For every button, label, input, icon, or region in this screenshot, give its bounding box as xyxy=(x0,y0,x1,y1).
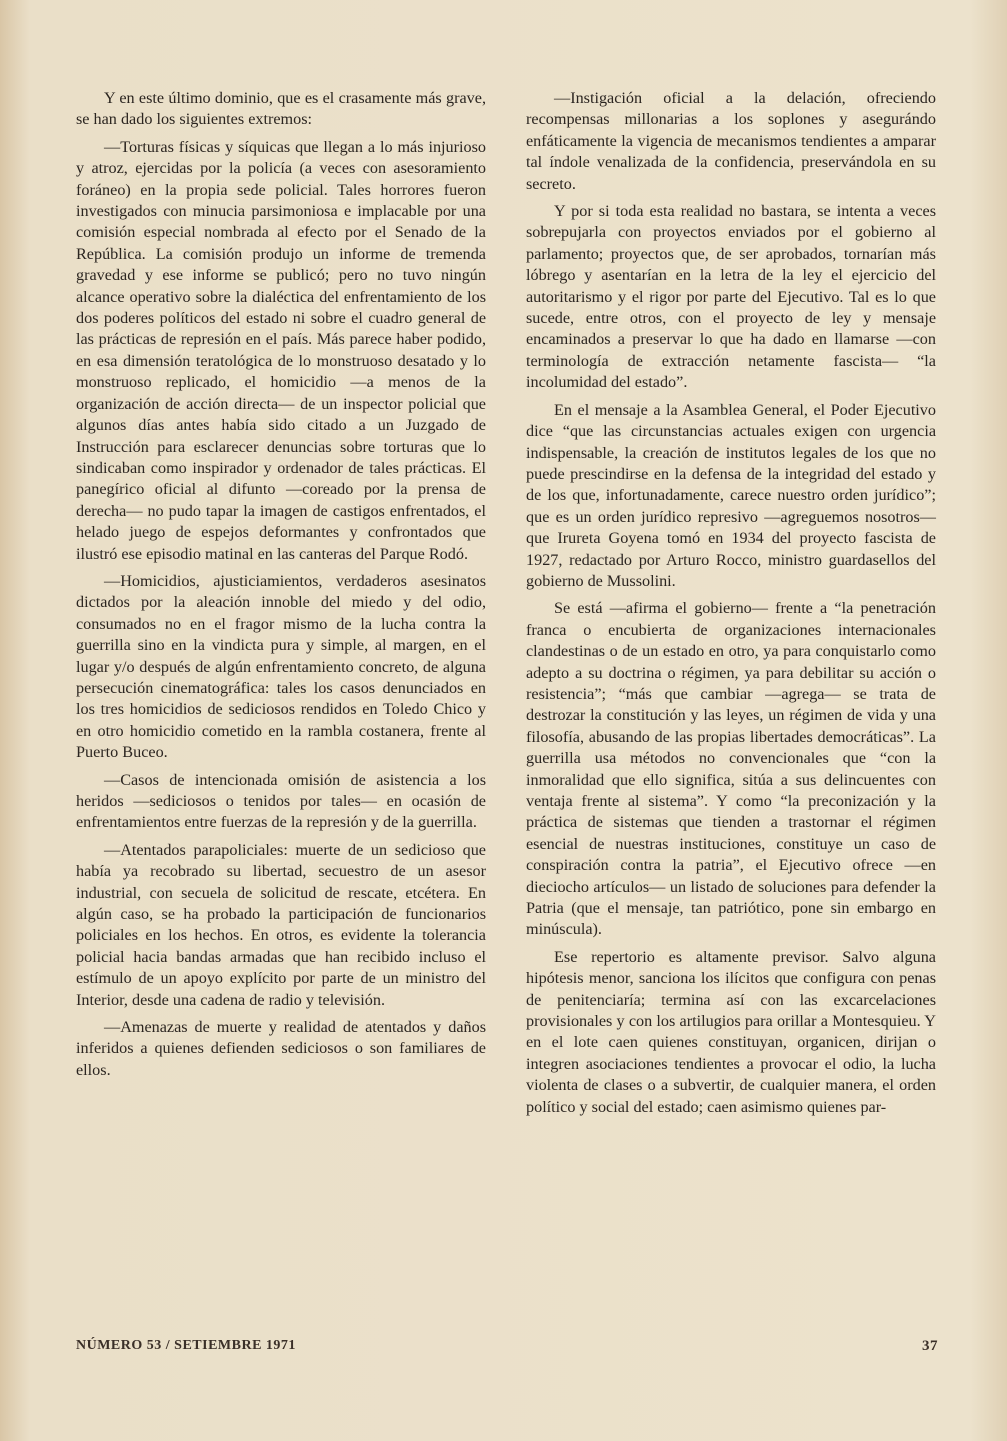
paragraph: En el mensaje a la Asamblea General, el Poder Ejecutivo dice “que las circunstancias actuales exigen con urgencia indispensable, la creación de institutos legales de los que no puede prescindirse en la defensa de la integridad del estado y de los que, infortunadamente, carece nuestro orden jurídico”; que es un orden jurídico represivo —agreguemos nosotros— que Irureta Goyena tomó en 1934 del proyecto fascista de 1927, redactado por Arturo Rocco, ministro guardasellos del gobierno de Mussolini. xyxy=(526,400,936,590)
paragraph: —Casos de intencionada omisión de asistencia a los heridos —sediciosos o tenidos por tales— en ocasión de enfrentamientos entre fuerzas de la represión y de la guerrilla. xyxy=(76,770,486,832)
paragraph: Y en este último dominio, que es el crasamente más grave, se han dado los siguientes extremos: xyxy=(76,89,486,129)
paragraph: —Homicidios, ajusticiamientos, verdaderos asesinatos dictados por la aleación innoble del miedo y del odio, consumados no en el fragor mismo de la lucha contra la guerrilla sino en la vindicta pura y simple, al margen, en el lugar y/o después de algún enfrentamiento concreto, de alguna persecución cinematográfica: tales los casos denunciados en los tres homicidios de sediciosos rendidos en Toledo Chico y en otro homicidio cometido en la rambla costanera, frente al Puerto Buceo. xyxy=(76,571,486,762)
paragraph: —Instigación oficial a la delación, ofreciendo recompensas millonarias a los soplones y asegurándo enfáticamente la vigencia de mecanismos tendientes a amparar tal índole venalizada de la confidencia, preservándola en su secreto. xyxy=(526,89,936,193)
paragraph: —Amenazas de muerte y realidad de atentados y daños inferidos a quienes defienden sediciosos o son familiares de ellos. xyxy=(76,1018,486,1079)
paragraph: Y por si toda esta realidad no bastara, se intenta a veces sobrepujarla con proyectos enviados por el gobierno al parlamento; proyectos que, de ser aprobados, tornarían más lóbrego y asentarían en la letra de la ley el ejercicio del autoritarismo y el rigor por parte del Ejecutivo. Tal es lo que sucede, entre otros, con el proyecto de ley y mensaje encaminados a preservar lo que ha dado en llamarse —con terminología de extracción netamente fascista— “la incolumidad del estado”. xyxy=(526,202,936,392)
right-column xyxy=(526,88,936,1124)
page-footer xyxy=(76,1338,938,1355)
paragraph: —Atentados parapoliciales: muerte de un sedicioso que había ya recobrado su libertad, secuestro de un asesor industrial, con secuela de solicitud de rescate, etcétera. En algún caso, se ha probado la participación de funcionarios policiales en los hechos. En otros, es evidente la tolerancia policial hacia bandas armadas que han recibido incluso el estímulo de un apoyo explícito por parte de un ministro del Interior, desde una cadena de radio y televisión. xyxy=(76,840,486,1009)
paragraph: Ese repertorio es altamente previsor. Salvo alguna hipótesis menor, sanciona los ilícitos que configura con penas de penitenciaría; termina así con las excarcelaciones provisionales y con los artilugios para orillar a Montesquieu. Y en el lote caen quienes constituyan, organicen, dirijan o integren asociaciones tendientes a provocar el odio, la lucha violenta de clases o a subvertir, de cualquier manera, el orden político y social del estado; caen asimismo quienes par- xyxy=(526,947,936,1116)
paragraph: Se está —afirma el gobierno— frente a “la penetración franca o encubierta de organizaciones internacionales clandestinas o de un estado en otro, ya para conquistarlo como adepto a su doctrina o régimen, ya para debilitar su acción o resistencia”; “más que cambiar —agrega— se trata de destrozar la constitución y las leyes, un régimen de vida y una filosofía, abusando de las propias libertades democráticas”. La guerrilla usa métodos no convencionales que “con la inmoralidad que ello significa, sitúa a sus delincuentes con ventaja frente al sistema”. Y como “la preconización y la práctica de sistemas que tienden a trastornar el régimen esencial de nuestras instituciones, constituye un caso de conspiración contra la patria”, el Ejecutivo ofrece —en dieciocho artículos— un listado de soluciones para defender la Patria (que el mensaje, tan patriótico, pone sin embargo en minúscula). xyxy=(526,599,936,939)
paragraph: —Torturas físicas y síquicas que llegan a lo más injurioso y atroz, ejercidas por la policía (a veces con asesoramiento foráneo) en la propia sede policial. Tales horrores fueron investigados con minucia parsimoniosa e implacable por una comisión especial nombrada al efecto por el Senado de la República. La comisión produjo un informe de tremenda gravedad y ese informe se publicó; pero no tuvo ningún alcance operativo sobre la dialéctica del enfrentamiento de los dos poderes políticos del estado ni sobre el cuadro general de las prácticas de represión en el país. Más parece haber podido, en esa dimensión teratológica de lo monstruoso desatado y lo monstruoso replicado, el homicidio —a menos de la organización de acción directa— de un inspector policial que algunos días antes había sido citado a un Juzgado de Instrucción para esclarecer denuncias sobre torturas que lo sindicaban como inspirador y ordenador de tales prácticas. El panegírico oficial al difunto —coreado por la prensa de derecha— no pudo tapar la imagen de castigos enfrentados, el helado juego de espejos deformantes y confrontados que ilustró ese episodio matinal en las canteras del Parque Rodó. xyxy=(76,137,486,563)
page-number: 37 xyxy=(922,1338,938,1354)
left-column xyxy=(76,88,486,1087)
issue-label: NÚMERO 53 / SETIEMBRE 1971 xyxy=(76,1338,296,1353)
